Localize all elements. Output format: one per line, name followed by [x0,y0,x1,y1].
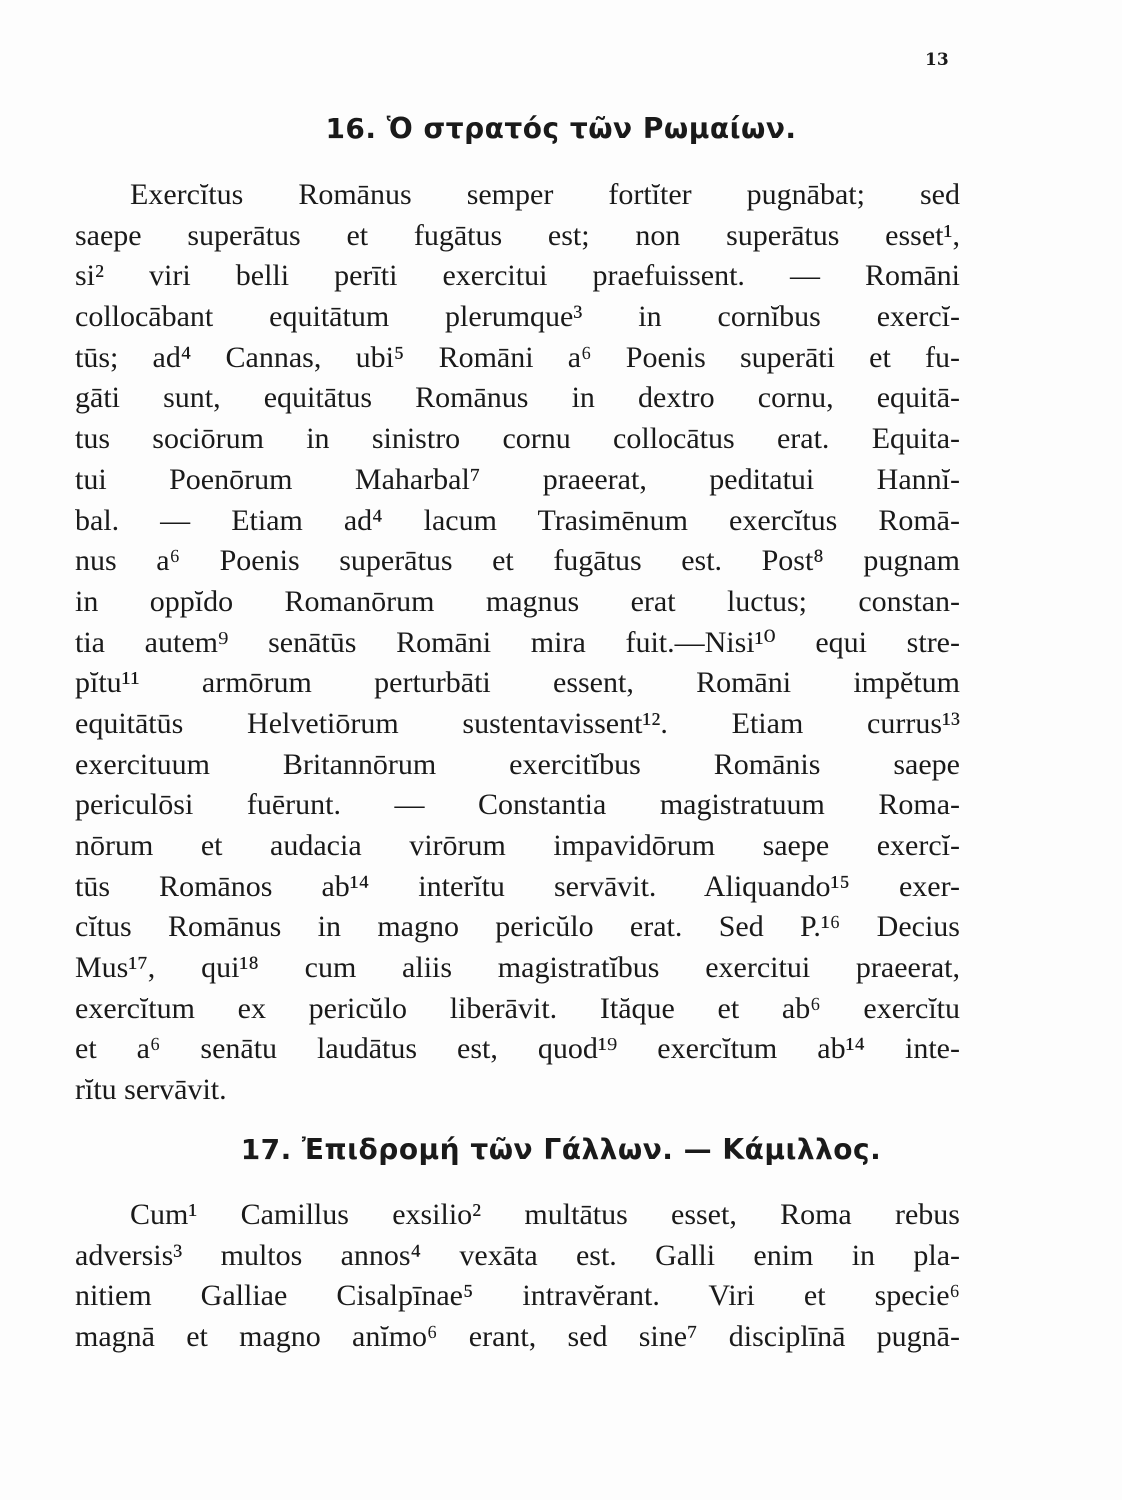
page-number: 13 [925,50,949,70]
text-line: Cum¹ Camillus exsilio² multātus esset, Roma rebus [130,1198,960,1231]
section-17-number: 17. [240,1133,292,1166]
text-line: si² viri belli perīti exercitui praefuissent. — Romāni [75,259,960,293]
text-line: rĭtu servāvit. [75,1073,227,1107]
section-17-body [75,1195,960,1358]
text-line: tui Poenōrum Maharbal⁷ praeerat, peditatui Hannĭ- [75,462,960,496]
text-line: equitātūs Helvetiōrum sustentavissent¹². Etiam currus¹³ [75,706,960,740]
text-line: Mus¹⁷, qui¹⁸ cum aliis magistratĭbus exercitui praeerat, [75,951,960,985]
text-line: nus a⁶ Poenis superātus et fugātus est. Post⁸ pugnam [75,544,960,578]
text-line: tus sociōrum in sinistro cornu collocātus erat. Equita- [75,422,960,456]
text-line: gāti sunt, equitātus Romānus in dextro cornu, equitā- [75,381,960,415]
section-16-title: Ὁ στρατός τῶν Ρωμαίων. [386,112,797,145]
text-line: tūs; ad⁴ Cannas, ubi⁵ Romāni a⁶ Poenis superāti et fu- [75,340,960,374]
text-line: magnā et magno anĭmo⁶ erant, sed sine⁷ disciplīnā pugnā- [75,1320,960,1354]
text-line: tūs Romānos ab¹⁴ interĭtu servāvit. Aliquando¹⁵ exer- [75,869,960,903]
text-line: cĭtus Romānus in magno pericŭlo erat. Sed P.¹⁶ Decius [75,910,960,944]
section-16-heading [0,112,1122,145]
text-line: periculōsi fuērunt. — Constantia magistratuum Roma- [75,788,960,822]
text-line: adversis³ multos annos⁴ vexāta est. Galli enim in pla- [75,1238,960,1272]
section-17-heading [0,1133,1122,1166]
text-line: nōrum et audacia virōrum impavidōrum saepe exercĭ- [75,829,960,862]
text-line: Exercĭtus Romānus semper fortĭter pugnābat; sed [130,178,960,211]
text-line: in oppĭdo Romanōrum magnus erat luctus; constan- [75,584,960,618]
text-line: pĭtu¹¹ armōrum perturbāti essent, Romāni impĕtum [75,666,960,700]
text-line: exercĭtum ex pericŭlo liberāvit. Ităque et ab⁶ exercĭtu [75,991,960,1025]
text-line: et a⁶ senātu laudātus est, quod¹⁹ exercĭtum ab¹⁴ inte- [75,1032,960,1066]
text-line: bal. — Etiam ad⁴ lacum Trasimēnum exercĭtus Romā- [75,503,960,537]
text-line: nitiem Galliae Cisalpīnae⁵ intravĕrant. Viri et specie⁶ [75,1279,960,1313]
text-line: saepe superātus et fugātus est; non superātus esset¹, [75,218,960,252]
section-17-title: Ἐπιδρομή τῶν Γάλλων. — Κάμιλλος. [301,1133,882,1166]
text-line: tia autem⁹ senātūs Romāni mira fuit.—Nisi¹⁰ equi stre- [75,625,960,659]
section-16-body [75,175,960,1111]
text-line: exercituum Britannōrum exercitĭbus Romānis saepe [75,747,960,781]
section-16-number: 16. [325,112,377,145]
text-line: collocābant equitātum plerumque³ in cornĭbus exercĭ- [75,300,960,334]
